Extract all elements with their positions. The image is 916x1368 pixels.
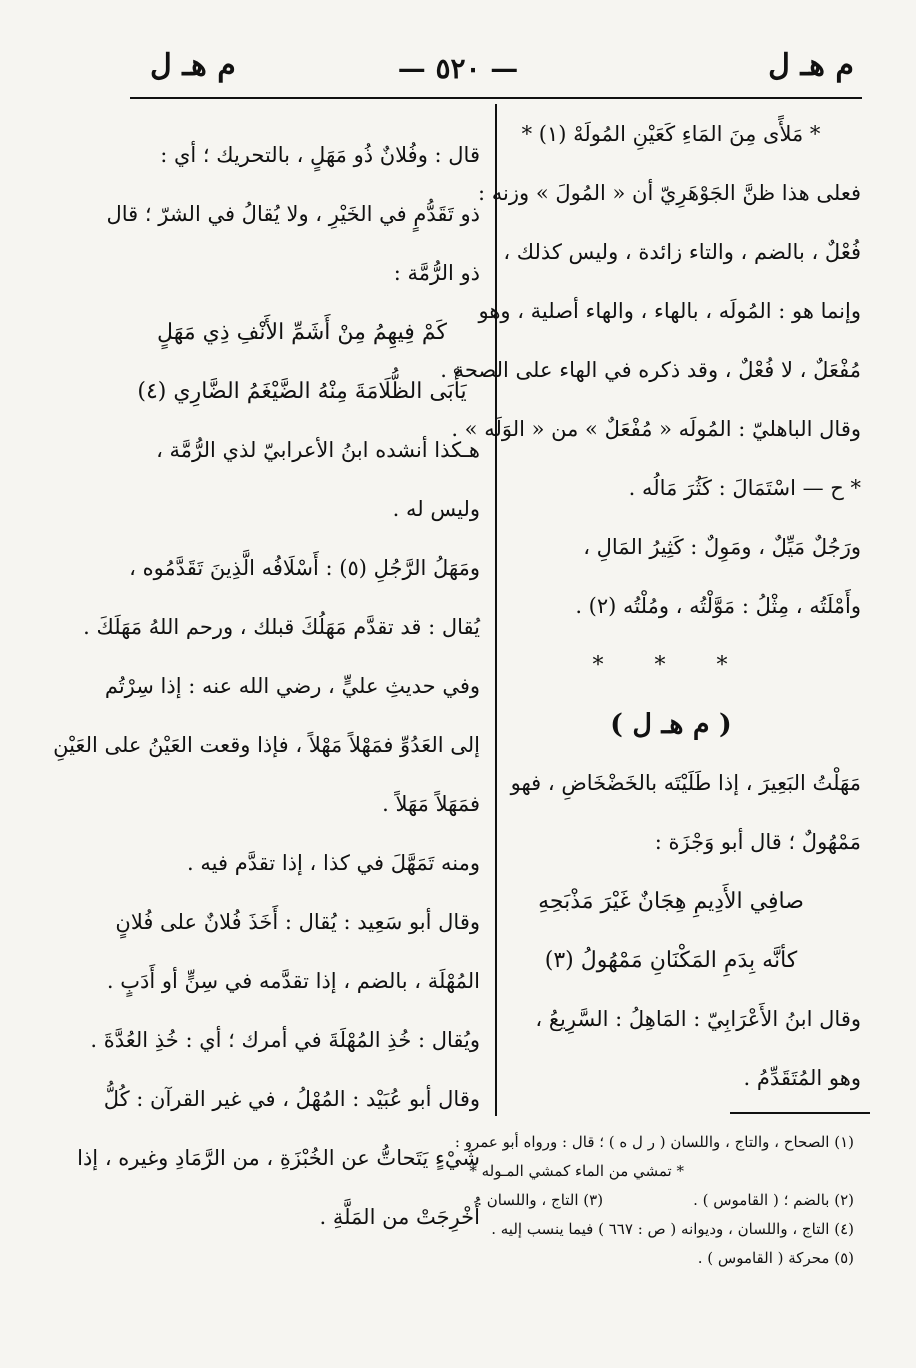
text-line: ومَهَلُ الرَّجُلِ (٥) : أَسْلَافُه الَّذِينَ تَقَدَّمُوه ، <box>129 556 480 580</box>
text-line: ذو الرُّمَّة : <box>393 261 480 285</box>
text-line: وفي حديثِ عليٍّ ، رضي الله عنه : إذا سِرْتُم <box>104 674 480 698</box>
verse-line: كأنَّه بِدَمِ المَكْنَانِ مَمْهُولُ (٣) <box>544 948 798 973</box>
verse-line: * مَلأًى مِنَ المَاءِ كَعَيْنِ المُولَهْ (١) * <box>521 122 821 146</box>
text-line: وأَمْلَتُه ، مِثْلُ : مَوَّلْتُه ، ومُلْتُه (٢) . <box>575 594 861 618</box>
footnote-1-verse: * تمشي من الماء كمشي المـوله * <box>469 1162 684 1180</box>
footnote-rule <box>730 1112 870 1114</box>
text-line: وقال الباهليّ : المُولَه « مُفْعَلٌ » من « الوَلَه » . <box>451 417 861 441</box>
text-line: وليس له . <box>392 497 480 521</box>
text-line: مَهَلْتُ البَعِيرَ ، إذا طَلَيْتَه بالخَضْخَاضِ ، فهو <box>510 771 861 795</box>
running-head-root-right: م هـ ل <box>768 48 854 83</box>
entry-line: * ح — اسْتَمَالَ : كَثُرَ مَالُه . <box>628 476 861 500</box>
text-line: قال : وفُلانٌ ذُو مَهَلٍ ، بالتحريك ؛ أي : <box>160 143 480 167</box>
right-column <box>440 105 861 1108</box>
footnote-spacer <box>603 1186 693 1215</box>
text-line: هـكذا أنشده ابنُ الأعرابيّ لذي الرُّمَّة ، <box>156 438 480 462</box>
text-line: المُهْلَة ، بالضم ، إذا تقدَّمه في سِنٍّ أو أَدَبٍ . <box>106 969 480 993</box>
running-head-root-left: م هـ ل <box>150 48 236 83</box>
footnote-1: (١) الصحاح ، والتاج ، واللسان ( ر ل ه ) ؛ قال : ورواه أبو عمرو : <box>454 1133 854 1151</box>
root-heading: ( م هـ ل ) <box>610 709 732 740</box>
verse-line: يَأْبَى الظُّلَامَةَ مِنْهُ الضَّيْغَمُ الضَّارِي (٤) <box>137 379 467 404</box>
verse-line: صافِي الأَدِيمِ هِجَانٌ غَيْرَ مَذْبَحِهِ <box>538 889 804 914</box>
footnote-4: (٤) التاج ، واللسان ، وديوانه ( ص : ٦٦٧ ) فيما ينسب إليه . <box>491 1220 854 1238</box>
text-line: ورَجُلٌ مَيِّلٌ ، ومَوِلٌ : كَثِيرُ المَالِ ، <box>583 535 861 559</box>
footnote-5: (٥) محركة ( القاموس ) . <box>697 1249 854 1267</box>
text-line: فُعْلٌ ، بالضم ، والتاء زائدة ، وليس كذلك ، <box>503 240 861 264</box>
text-line: شَيْءٍ يَتَحاتُّ عن الخُبْزَةِ ، من الرَّمَادِ وغيره ، إذا <box>77 1146 480 1170</box>
text-line: وهو المُتَقَدِّمُ . <box>743 1066 861 1090</box>
text-line: وقال أبو عُبَيْد : المُهْلُ ، في غير القرآن : كُلُّ <box>103 1087 480 1111</box>
text-line: وقال ابنُ الأَعْرَابِيّ : المَاهِلُ : السَّرِيعُ ، <box>535 1007 861 1031</box>
page-number: — ٥٢٠ — <box>397 52 519 85</box>
text-line: إلى العَدُوِّ فمَهْلاً مَهْلاً ، فإذا وقعت العَيْنُ على العَيْنِ <box>53 733 480 757</box>
text-line: ويُقال : خُذِ المُهْلَةَ في أمرك ؛ أي : خُذِ العُدَّةَ . <box>90 1028 480 1052</box>
text-line: ذو تَقَدُّمٍ في الخَيْرِ ، ولا يُقالُ في الشرّ ؛ قال <box>106 202 480 226</box>
text-line: وقال أبو سَعِيد : يُقال : أَخَذَ فُلانٌ على فُلانٍ <box>115 910 480 934</box>
text-line: وإنما هو : المُولَه ، بالهاء ، والهاء أصلية ، وهو <box>478 299 861 323</box>
footnotes <box>77 1128 854 1273</box>
text-line: مَمْهُولٌ ؛ قال أبو وَجْزَة : <box>654 830 861 854</box>
verse-line: كَمْ فِيهِمُ مِنْ أَشَمِّ الأَنْفِ ذِي مَهَلٍ <box>157 320 447 345</box>
text-line: فمَهَلاً مَهَلاً . <box>382 792 480 816</box>
footnote-row-2-3 <box>94 1186 854 1215</box>
text-line: فعلى هذا ظنَّ الجَوْهَرِيّ أن « المُولَ » وزنه : <box>478 181 861 205</box>
section-separator: * * * <box>592 653 750 678</box>
text-line: يُقال : قد تقدَّم مَهَلُكَ قبلك ، ورحم اللهُ مَهَلَكَ . <box>83 615 480 639</box>
header-rule <box>130 97 862 99</box>
left-column <box>53 126 480 1247</box>
text-line: أُخْرِجَتْ من المَلَّةِ . <box>319 1205 480 1229</box>
text-line: ومنه تَمَهَّلَ في كذا ، إذا تقدَّم فيه . <box>187 851 480 875</box>
footnote-3: (٣) التاج ، واللسان . <box>477 1191 604 1209</box>
text-line: مُفْعَلٌ ، لا فُعْلٌ ، وقد ذكره في الهاء على الصحة . <box>440 358 861 382</box>
footnote-2: (٢) بالضم ؛ ( القاموس ) . <box>693 1191 854 1209</box>
